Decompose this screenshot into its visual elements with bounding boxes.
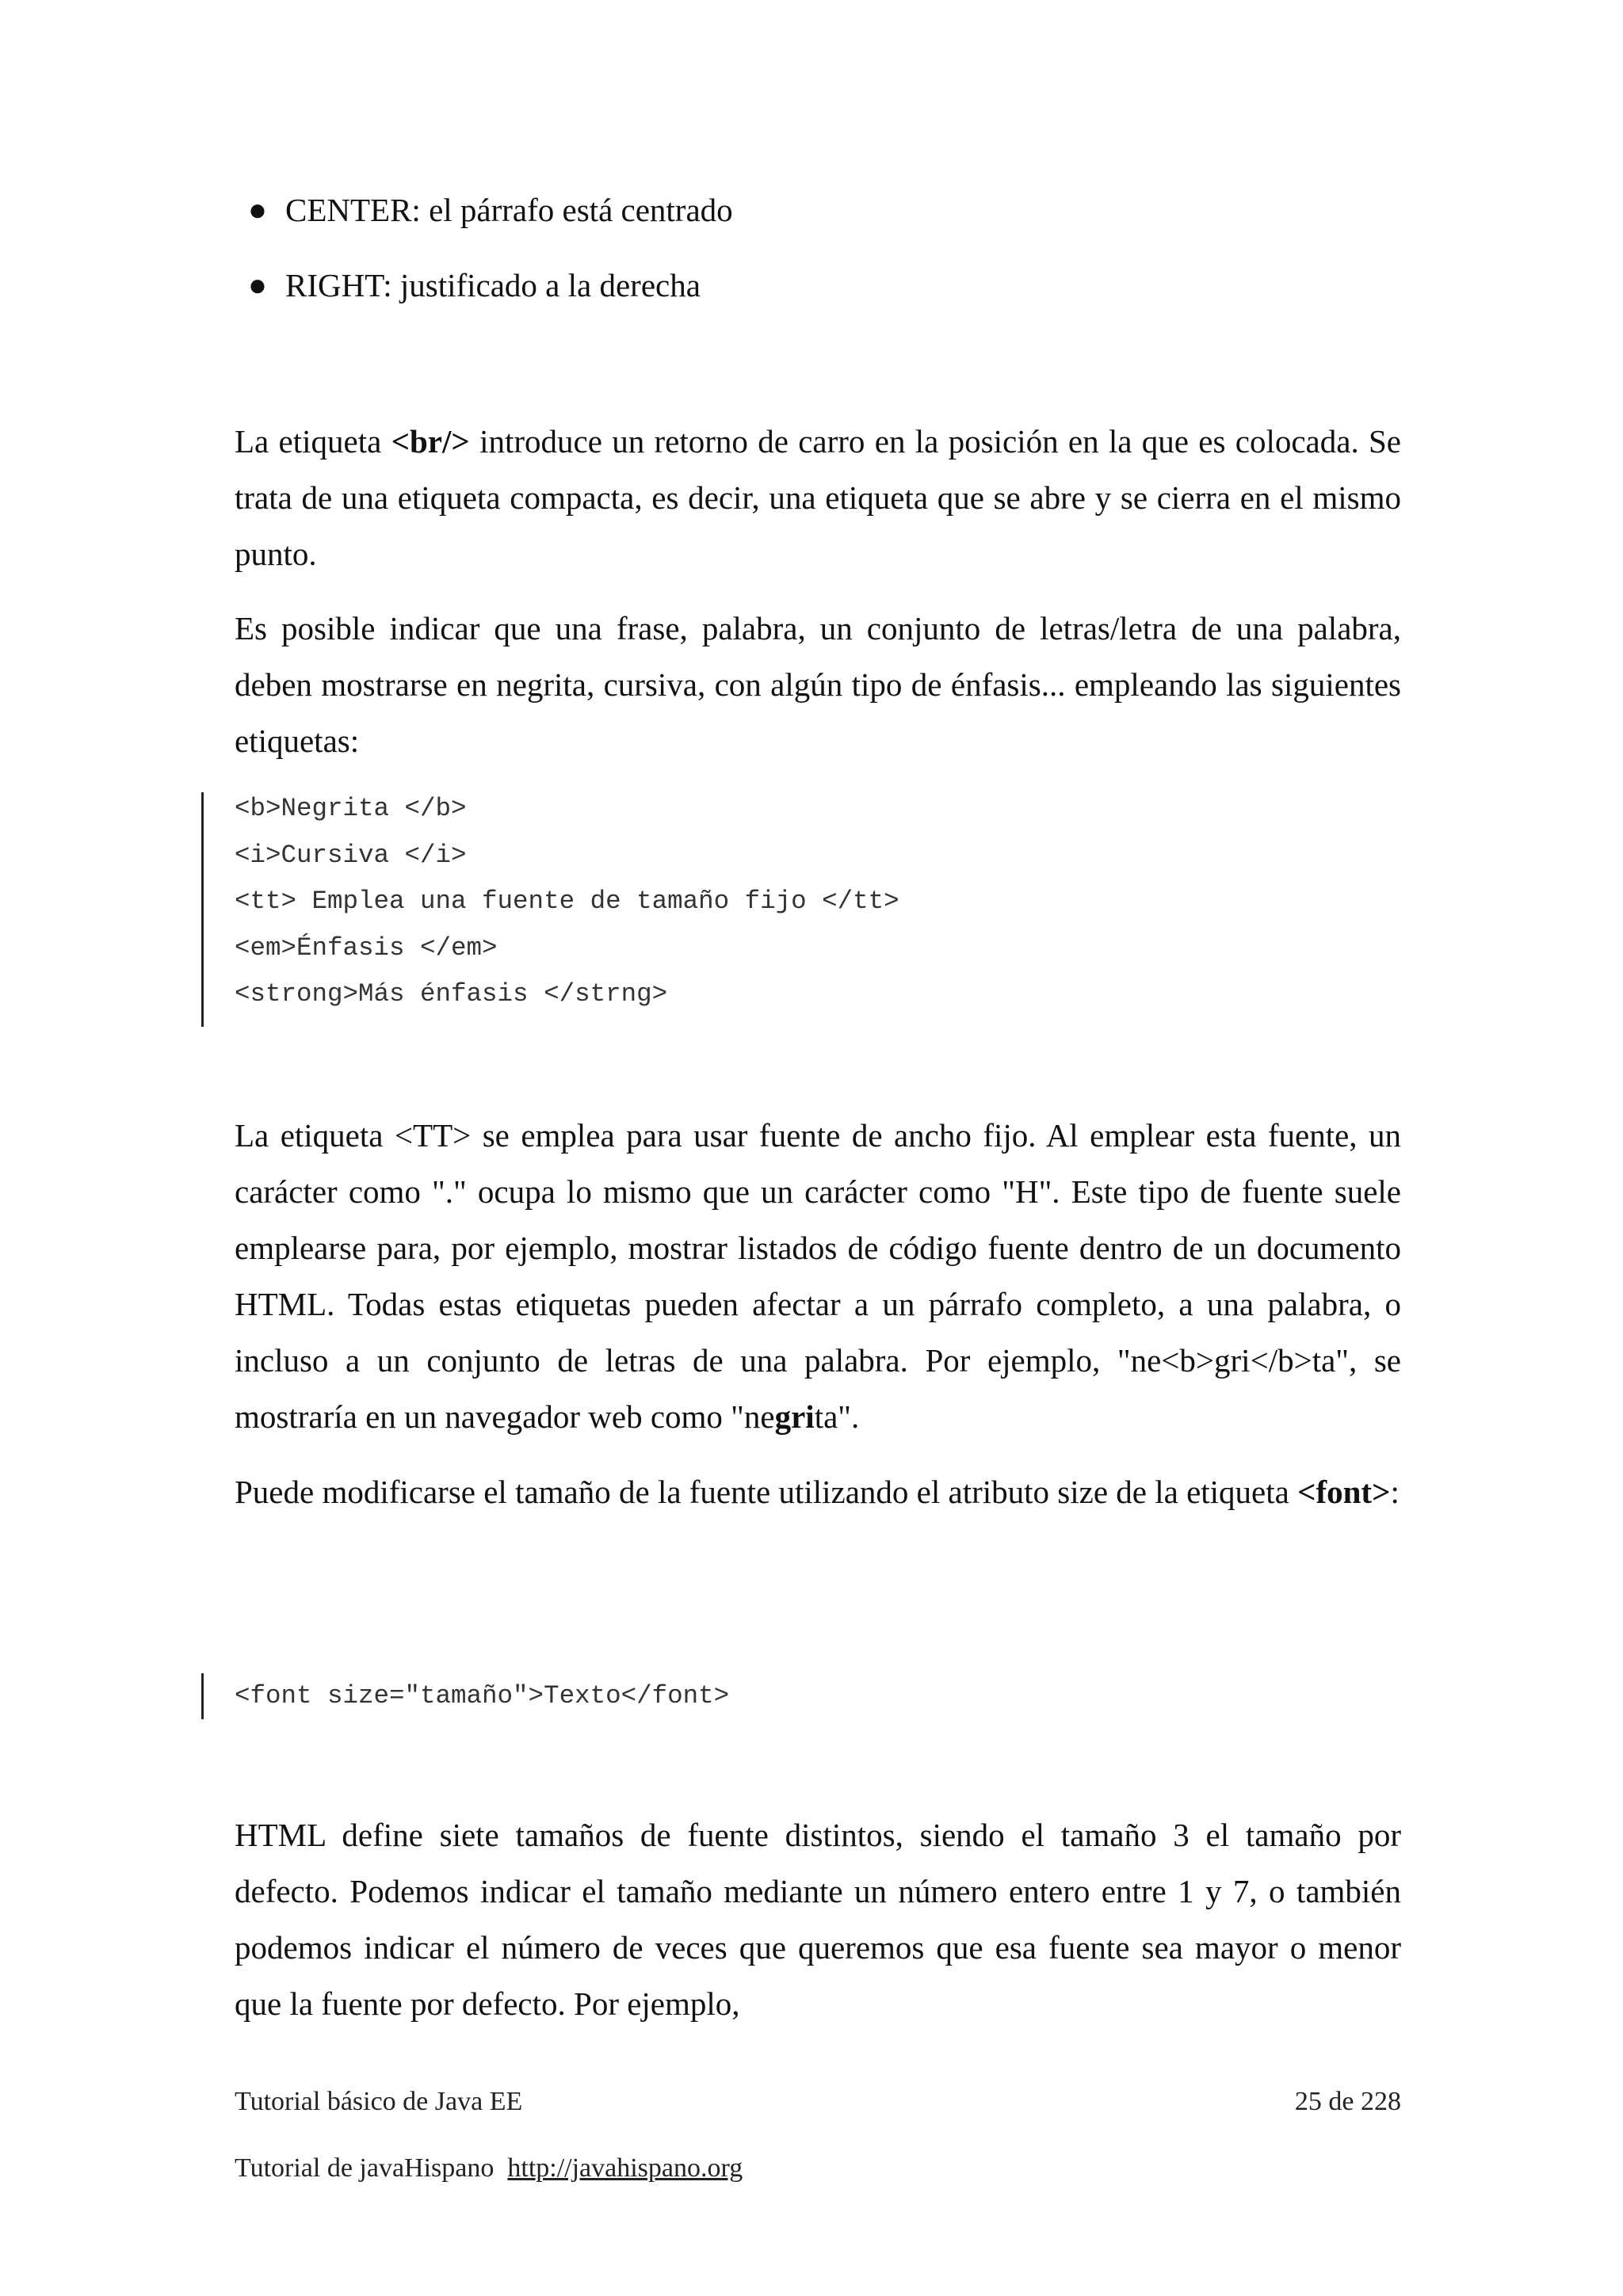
code-line: <tt> Emplea una fuente de tamaño fijo </tt> (235, 887, 899, 916)
paragraph-format-tags: Es posible indicar que una frase, palabra, un conjunto de letras/letra de una palabra, deben mostrarse en negrita, cursiva, con algún tipo de énfasis... empleando las siguientes etiquetas: (235, 610, 1401, 759)
code-line: <strong>Más énfasis </strng> (235, 979, 668, 1009)
footer-title: Tutorial básico de Java EE (235, 2087, 523, 2116)
paragraph-br-tag: La etiqueta <br/> introduce un retorno de carro en la posición en la que es colocada. Se trata de una etiqueta compacta, es decir, una etiqueta que se abre y se cierra en el mismo punto. (235, 423, 1402, 572)
paragraph-font-sizes: HTML define siete tamaños de fuente distintos, siendo el tamaño 3 el tamaño por defecto. Podemos indicar el tamaño mediante un número entero entre 1 y 7, o también podemos indicar el número de veces que queremos que esa fuente sea mayor o menor que la fuente por defecto. Por ejemplo, (235, 1817, 1401, 2022)
list-item (247, 190, 733, 230)
footer-source-link[interactable]: http://javahispano.org (507, 2153, 743, 2183)
code-block-font-size (235, 1673, 729, 1720)
code-line: <em>Énfasis </em> (235, 933, 498, 963)
bullet-icon: ● (247, 192, 268, 227)
br-tag-text: <br/> (391, 423, 470, 460)
alignment-bullet-list (247, 190, 733, 341)
code-line: <i>Cursiva </i> (235, 840, 467, 870)
code-block-marker (201, 1673, 204, 1719)
code-line: <font size="tamaño">Texto</font> (235, 1681, 730, 1711)
list-item (247, 265, 733, 305)
font-tag-text: <font> (1297, 1474, 1391, 1510)
code-line: <b>Negrita </b> (235, 794, 467, 823)
page-footer (235, 2087, 1401, 2117)
paragraph-font-tag: Puede modificarse el tamaño de la fuente utilizando el atributo size de la etiqueta <font>: (235, 1474, 1400, 1510)
bullet-icon: ● (247, 267, 268, 303)
list-item-text: RIGHT: justificado a la derecha (285, 267, 701, 303)
paragraph-tt-tag: La etiqueta <TT> se emplea para usar fuente de ancho fijo. Al emplear esta fuente, un carácter como "." ocupa lo mismo que un carácter como "H". Este tipo de fuente suele emplearse para, por ejemplo, mostrar listados de código fuente dentro de un documento HTML. Todas estas etiquetas pueden afectar a un párrafo completo, a una palabra, o incluso a un conjunto de letras de una palabra. Por ejemplo, "ne<b>gri</b>ta", se mostraría en un navegador web como "negrita". (235, 1117, 1401, 1435)
code-block-format-tags (235, 786, 899, 1018)
footer-source-label: Tutorial de javaHispano (235, 2153, 495, 2183)
list-item-text: CENTER: el párrafo está centrado (285, 192, 733, 228)
code-block-marker (201, 792, 204, 1027)
footer-source (235, 2153, 1401, 2183)
bold-example: gri (774, 1398, 815, 1435)
page-number: 25 de 228 (1294, 2087, 1401, 2116)
